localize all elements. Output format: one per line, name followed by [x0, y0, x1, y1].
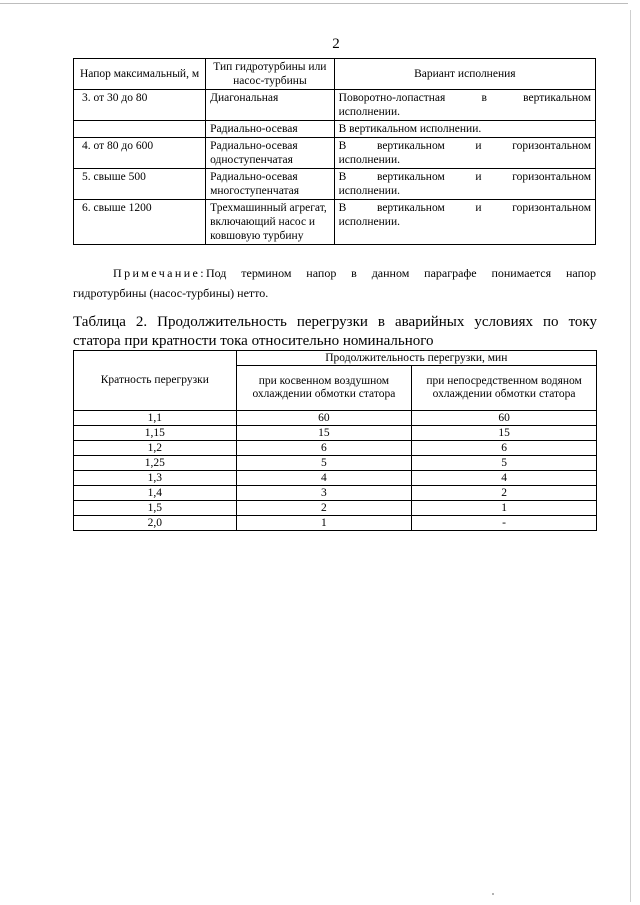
table2-cell-multiplicity: 2,0	[74, 516, 237, 531]
table-row	[74, 169, 596, 200]
table2-cell-direct: 6	[412, 441, 597, 456]
table2-cell-multiplicity: 1,25	[74, 456, 237, 471]
table1-cell-variant	[334, 138, 595, 169]
variant-line1: Поворотно-лопастная в вертикальном	[338, 92, 591, 104]
table2-cell-indirect: 5	[236, 456, 412, 471]
table2-cell-direct: 1	[412, 501, 597, 516]
table2-cell-direct: 15	[412, 426, 597, 441]
table2-cell-indirect: 4	[236, 471, 412, 486]
table1-cell-head	[74, 121, 206, 138]
table1-cell-variant	[334, 121, 595, 138]
table2-cell-indirect: 15	[236, 426, 412, 441]
table2-cell-indirect: 3	[236, 486, 412, 501]
table-row	[74, 486, 597, 501]
variant-line2: исполнении.	[338, 154, 400, 166]
table1-cell-head: 4. от 80 до 600	[74, 138, 206, 169]
table-row	[74, 121, 596, 138]
variant-line2: исполнении.	[338, 185, 400, 197]
table2-title-line2: статора при кратности тока относительно номинального	[73, 333, 434, 349]
table2-header-indirect: при косвенном воздушном охлаждении обмотки статора	[236, 366, 412, 411]
table1-header-row	[74, 59, 596, 90]
table1-cell-variant	[334, 200, 595, 245]
table-row	[74, 411, 597, 426]
table1-cell-variant	[334, 169, 595, 200]
table2-cell-multiplicity: 1,4	[74, 486, 237, 501]
variant-line1: В вертикальном и горизонтальном	[338, 140, 591, 152]
table1-cell-head: 5. свыше 500	[74, 169, 206, 200]
table2-header-multiplicity: Кратность перегрузки	[74, 351, 237, 411]
page-right-edge	[630, 10, 631, 902]
table2-title	[73, 313, 597, 351]
table-row	[74, 471, 597, 486]
variant-line1: В вертикальном исполнении.	[338, 123, 482, 135]
variant-line1: В вертикальном и горизонтальном	[338, 171, 591, 183]
variant-line2: исполнении.	[338, 216, 400, 228]
table1-header-head: Напор максимальный, м	[74, 59, 206, 90]
table-row	[74, 200, 596, 245]
page-top-edge	[0, 3, 628, 4]
table-row	[74, 516, 597, 531]
variant-line2: исполнении.	[338, 106, 400, 118]
table2-cell-multiplicity: 1,5	[74, 501, 237, 516]
table2-cell-direct: -	[412, 516, 597, 531]
table2-cell-multiplicity: 1,2	[74, 441, 237, 456]
table2-header-direct: при непосредственном водяном охлаждении обмотки статора	[412, 366, 597, 411]
table2-header-row	[74, 351, 597, 366]
variant-line1: В вертикальном и горизонтальном	[338, 202, 591, 214]
note-text-line2: гидротурбины (насос-турбины) нетто.	[73, 286, 269, 300]
table1-cell-type: Радиально-осевая	[206, 121, 335, 138]
table-row	[74, 138, 596, 169]
table2-cell-multiplicity: 1,3	[74, 471, 237, 486]
table2-cell-indirect: 2	[236, 501, 412, 516]
table2-cell-indirect: 60	[236, 411, 412, 426]
table2-title-line1: Таблица 2. Продолжительность перегрузки в аварийных условиях по току	[73, 314, 597, 330]
table-row	[74, 501, 597, 516]
table1-cell-variant	[334, 90, 595, 121]
table1-cell-head: 6. свыше 1200	[74, 200, 206, 245]
table1-header-variant: Вариант исполнения	[334, 59, 595, 90]
table1-cell-type: Трехмашинный агрегат, включающий насос и ковшовую турбину	[206, 200, 335, 245]
table1-cell-type: Радиально-осевая одноступенчатая	[206, 138, 335, 169]
scan-speck	[492, 893, 494, 895]
table2-header-duration: Продолжительность перегрузки, мин	[236, 351, 596, 366]
table-row	[74, 426, 597, 441]
table1-note	[73, 263, 596, 303]
table2-cell-direct: 5	[412, 456, 597, 471]
table1-cell-type: Диагональная	[206, 90, 335, 121]
note-line1	[73, 263, 596, 283]
note-text-line1: Под термином напор в данном параграфе понимается напор	[205, 266, 596, 280]
table2-cell-multiplicity: 1,15	[74, 426, 237, 441]
table2-cell-direct: 4	[412, 471, 597, 486]
table2-cell-direct: 60	[412, 411, 597, 426]
table-row	[74, 456, 597, 471]
table2-cell-indirect: 6	[236, 441, 412, 456]
table2-cell-indirect: 1	[236, 516, 412, 531]
table2-cell-direct: 2	[412, 486, 597, 501]
page-number: 2	[332, 36, 340, 52]
table-row	[74, 441, 597, 456]
table2-cell-multiplicity: 1,1	[74, 411, 237, 426]
table1-cell-type: Радиально-осевая многоступенчатая	[206, 169, 335, 200]
note-label: Примечание:	[113, 266, 206, 280]
table-row	[74, 90, 596, 121]
table1-cell-head: 3. от 30 до 80	[74, 90, 206, 121]
overload-duration-table	[73, 350, 597, 531]
turbine-variants-table	[73, 58, 596, 245]
table1-header-turbine-type: Тип гидротурбины или насос-турбины	[206, 59, 335, 90]
